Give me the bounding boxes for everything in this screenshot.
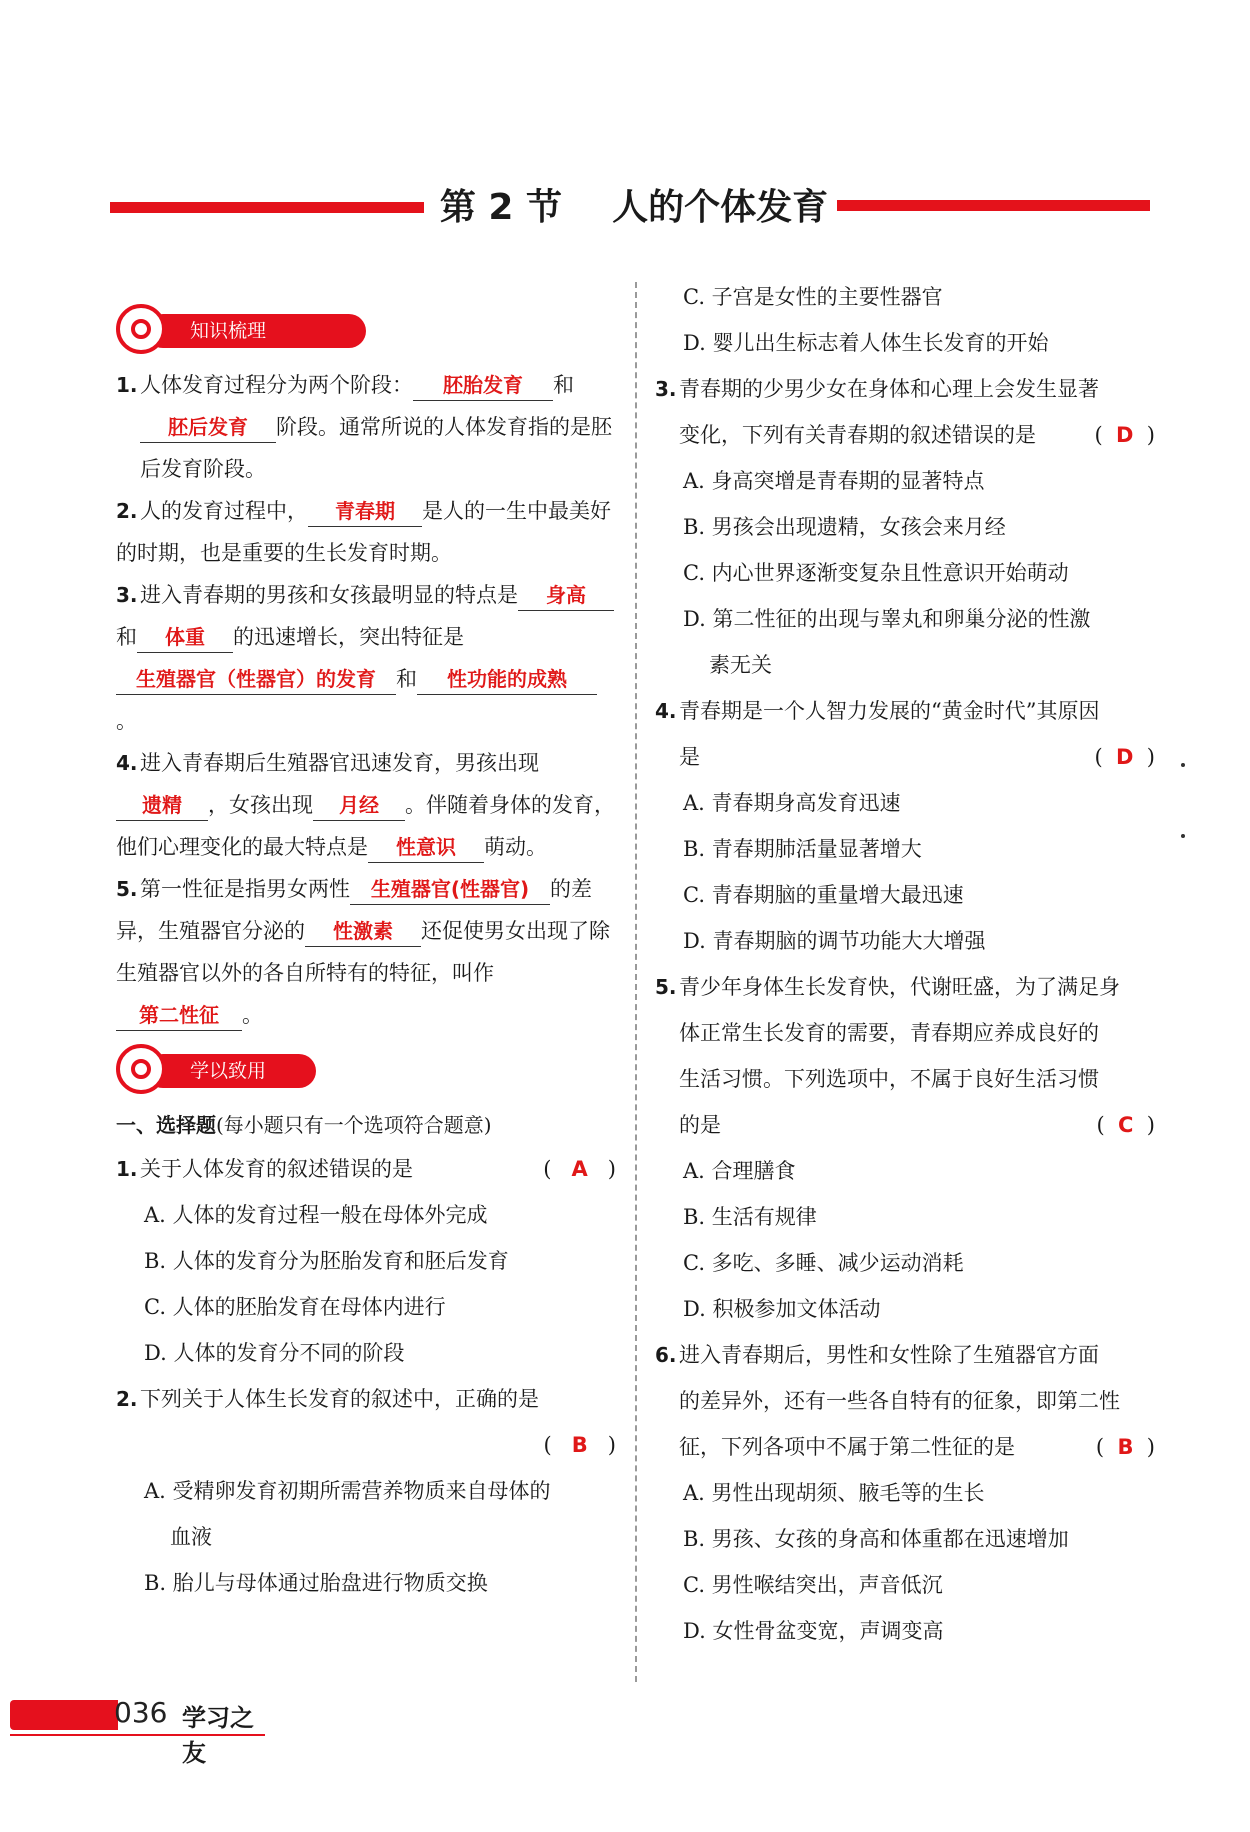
option: B. 男孩、女孩的身高和体重都在迅速增加 [683, 1527, 1069, 1551]
answer-mark: B [571, 1433, 588, 1457]
target-icon [116, 1044, 166, 1094]
option: D. 女性骨盆变宽，声调变高 [683, 1619, 944, 1643]
answer-mark: D [1116, 423, 1134, 447]
answer-blank: 第二性征 [116, 1000, 242, 1031]
question-group-heading: 一、选择题(每小题只有一个选项符合题意) [116, 1113, 492, 1137]
option: A. 合理膳食 [683, 1159, 796, 1183]
option: B. 胎儿与母体通过胎盘进行物质交换 [144, 1571, 488, 1595]
knowledge-q3: 3. 进入青春期的男孩和女孩最明显的特点是 身高和 体重 的迅速增长，突出特征是生殖器官（性器官）的发育 和 性功能的成熟。 [116, 574, 616, 742]
stray-dot [1181, 834, 1185, 838]
answer-mark: C [1118, 1113, 1134, 1137]
right-column [655, 274, 1155, 1654]
practice-q2: 2. 下列关于人体生长发育的叙述中，正确的是 ( B ) A. 受精卵发育初期所需营养物质来自母体的 血液 B. 胎儿与母体通过胎盘进行物质交换 [116, 1376, 616, 1606]
option-continued: 血液 [170, 1525, 212, 1549]
answer-blank: 胚后发育 [140, 412, 276, 443]
option: A. 受精卵发育初期所需营养物质来自母体的 [144, 1479, 551, 1503]
answer-blank: 遗精 [116, 790, 208, 821]
answer-mark: D [1116, 745, 1134, 769]
option: A. 男性出现胡须、腋毛等的生长 [683, 1481, 985, 1505]
answer-blank: 性功能的成熟 [417, 664, 597, 695]
answer-mark: B [1117, 1435, 1134, 1459]
answer-blank: 生殖器官(性器官) [350, 874, 550, 905]
option: B. 青春期肺活量显著增大 [683, 837, 922, 861]
option: B. 生活有规律 [683, 1205, 817, 1229]
answer-blank: 身高 [518, 580, 614, 611]
page-title: 第 2 节 人的个体发育 [439, 187, 829, 228]
footer-brand: 学习之友 [182, 1703, 254, 1767]
practice-q5: 5. 青少年身体生长发育快，代谢旺盛，为了满足身 体正常生长发育的需要，青春期应养成良好的 生活习惯。下列选项中，不属于良好生活习惯 的是 ( C ) A. 合理膳食 B. 生活有规律 C. 多吃、多睡、减少运动消耗 D. 积极参加文体活动 [655, 964, 1155, 1332]
footer-line [10, 1734, 265, 1736]
section-title: 知识梳理 [190, 320, 267, 342]
page-title-row [110, 180, 1150, 240]
answer-blank: 胚胎发育 [413, 370, 553, 401]
option: A. 人体的发育过程一般在母体外完成 [144, 1203, 488, 1227]
target-icon [116, 304, 166, 354]
column-divider [635, 282, 637, 1682]
answer-blank: 体重 [137, 622, 233, 653]
section-badge [146, 314, 366, 348]
section-header-knowledge [116, 304, 616, 354]
option: C. 男性喉结突出，声音低沉 [683, 1573, 943, 1597]
option: C. 多吃、多睡、减少运动消耗 [683, 1251, 964, 1275]
answer-blank: 青春期 [308, 496, 422, 527]
option-continued: 素无关 [709, 653, 772, 677]
option: C. 内心世界逐渐变复杂且性意识开始萌动 [683, 561, 1069, 585]
option: B. 人体的发育分为胚胎发育和胚后发育 [144, 1249, 509, 1273]
title-bar-right [837, 200, 1150, 211]
practice-q6: 6. 进入青春期后，男性和女性除了生殖器官方面 的差异外，还有一些各自特有的征象，即第二性 征，下列各项中不属于第二性征的是 ( B ) A. 男性出现胡须、腋毛等的生长 B. 男孩、女孩的身高和体重都在迅速增加 C. 男性喉结突出，声音低沉 D. 女性骨盆变宽，声调变高 [655, 1332, 1155, 1654]
practice-q4: 4. 青春期是一个人智力发展的“黄金时代”其原因 是 ( D ) A. 青春期身高发育迅速 B. 青春期肺活量显著增大 C. 青春期脑的重量增大最迅速 D. 青春期脑的调节功能大大增强 [655, 688, 1155, 964]
page-footer [10, 1692, 270, 1767]
practice-q2-continued [655, 274, 1155, 366]
answer-blank: 性激素 [305, 916, 421, 947]
answer-mark: A [571, 1157, 588, 1181]
section-title: 学以致用 [190, 1060, 267, 1082]
option: B. 男孩会出现遗精，女孩会来月经 [683, 515, 1006, 539]
knowledge-q4: 4. 进入青春期后生殖器官迅速发育，男孩出现遗精 ，女孩出现 月经 。伴随着身体的发育，他们心理变化的最大特点是 性意识 萌动。 [116, 742, 616, 868]
option: A. 身高突增是青春期的显著特点 [683, 469, 985, 493]
page-number: 036 [114, 1696, 168, 1729]
option: D. 青春期脑的调节功能大大增强 [683, 929, 986, 953]
option: C. 青春期脑的重量增大最迅速 [683, 883, 964, 907]
option: A. 青春期身高发育迅速 [683, 791, 901, 815]
section-badge [146, 1054, 316, 1088]
answer-blank: 生殖器官（性器官）的发育 [116, 664, 396, 695]
option: D. 人体的发育分不同的阶段 [144, 1341, 405, 1365]
answer-blank: 性意识 [368, 832, 484, 863]
option: D. 积极参加文体活动 [683, 1297, 881, 1321]
title-bar-left [110, 202, 424, 213]
option: C. 人体的胚胎发育在母体内进行 [144, 1295, 446, 1319]
footer-bar [10, 1700, 118, 1730]
knowledge-q5: 5. 第一性征是指男女两性 生殖器官(性器官) 的差异，生殖器官分泌的 性激素 还促使男女出现了除生殖器官以外的各自所特有的特征，叫作第二性征 。 [116, 868, 616, 1036]
knowledge-q1: 1. 人体发育过程分为两个阶段： 胚胎发育 和 胚后发育 阶段。通常所说的人体发育指的是胚后发育阶段。 [116, 364, 616, 490]
practice-q3: 3. 青春期的少男少女在身体和心理上会发生显著 变化，下列有关青春期的叙述错误的是 ( D ) A. 身高突增是青春期的显著特点 B. 男孩会出现遗精，女孩会来月经 C. 内心世界逐渐变复杂且性意识开始萌动 D. 第二性征的出现与睾丸和卵巢分泌的性激 素无关 [655, 366, 1155, 688]
option: C. 子宫是女性的主要性器官 [683, 285, 943, 309]
option: D. 第二性征的出现与睾丸和卵巢分泌的性激 [683, 607, 1091, 631]
left-column [116, 300, 616, 1606]
section-header-practice [116, 1044, 616, 1094]
answer-blank: 月经 [313, 790, 405, 821]
practice-q1: 1. 关于人体发育的叙述错误的是 ( A ) A. 人体的发育过程一般在母体外完成 B. 人体的发育分为胚胎发育和胚后发育 C. 人体的胚胎发育在母体内进行 D. 人体的发育分不同的阶段 [116, 1146, 616, 1376]
stray-dot [1181, 763, 1185, 767]
option: D. 婴儿出生标志着人体生长发育的开始 [683, 331, 1049, 355]
knowledge-q2: 2. 人的发育过程中， 青春期 是人的一生中最美好的时期，也是重要的生长发育时期。 [116, 490, 616, 574]
